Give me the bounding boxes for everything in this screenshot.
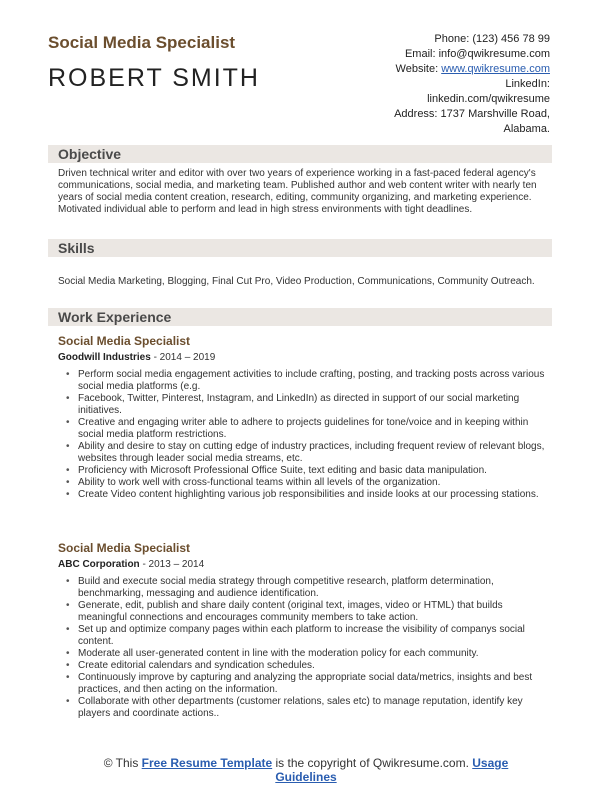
- job-2-company: ABC Corporation: [58, 559, 140, 570]
- resume-header: [0, 0, 612, 140]
- resume-person-name: ROBERT SMITH: [48, 64, 260, 92]
- contact-linkedin-url: linkedin.com/qwikresume: [427, 93, 550, 105]
- job-2-bullets: [58, 576, 552, 720]
- list-item: • Generate, edit, publish and share daily content (original text, images, video or HTML) that builds meaningful connections and encourages community members to take action.: [78, 600, 552, 624]
- resume-job-title: Social Media Specialist: [48, 33, 236, 52]
- job-1-company-line: [58, 352, 215, 363]
- list-item: • Continuously improve by capturing and analyzing the appropriate social data/metrics, insights and best practices, and then acting on the information.: [78, 672, 552, 696]
- free-resume-template-link[interactable]: Free Resume Template: [141, 756, 273, 770]
- contact-website-label: Website:: [395, 63, 442, 75]
- contact-website: [320, 62, 550, 77]
- website-link[interactable]: www.qwikresume.com: [441, 63, 550, 75]
- list-item: • Moderate all user-generated content in line with the moderation policy for each community.: [78, 648, 552, 660]
- job-2-title: Social Media Specialist: [58, 541, 191, 555]
- list-item: • Ability and desire to stay on cutting edge of industry practices, including frequent review of relevant blogs, websites through leader social media streams, etc.: [78, 441, 552, 465]
- list-item: • Proficiency with Microsoft Professional Office Suite, text editing and basic data manipulation.: [78, 465, 552, 477]
- list-item: • Collaborate with other departments (customer relations, sales etc) to manage reputation, identify key players and coordinate actions..: [78, 696, 552, 720]
- list-item: • Ability to work well with cross-functional teams within all levels of the organization.: [78, 477, 552, 489]
- skills-heading: Skills: [48, 239, 552, 257]
- list-item: • Facebook, Twitter, Pinterest, Instagram, and LinkedIn) as directed in support of our social marketing initiatives.: [78, 393, 552, 417]
- contact-block: [320, 32, 550, 137]
- job-1-title: Social Media Specialist: [58, 334, 191, 348]
- contact-address-line2: Alabama.: [503, 123, 550, 135]
- contact-linkedin-label: LinkedIn:: [505, 78, 550, 90]
- job-1-company: Goodwill Industries: [58, 352, 151, 363]
- objective-text: Driven technical writer and editor with over two years of experience working in a fast-paced federal agency's communications, social media, and marketing team. Published author and web content writer with nearly ten years of social media content creation, research, editing, community organizing, and marketing experience. Motivated individual able to perform and lead in high stress environments with tight deadlines.: [58, 168, 537, 215]
- objective-heading: Objective: [48, 145, 552, 163]
- list-item: • Create editorial calendars and syndication schedules.: [78, 660, 552, 672]
- job-2-dates: - 2013 – 2014: [139, 559, 205, 570]
- job-2-company-line: [58, 559, 204, 570]
- list-item: • Set up and optimize company pages within each platform to increase the visibility of companys social content.: [78, 624, 552, 648]
- usage-guidelines-link-line1[interactable]: Usage: [472, 756, 509, 770]
- contact-phone: Phone: (123) 456 78 99: [434, 33, 550, 45]
- list-item: • Build and execute social media strategy through competitive research, platform determination, benchmarking, messaging and audience identification.: [78, 576, 552, 600]
- job-1-bullets: [58, 369, 552, 501]
- skills-text: Social Media Marketing, Blogging, Final Cut Pro, Video Production, Communications, Community Outreach.: [58, 276, 535, 287]
- list-item: • Create Video content highlighting various job responsibilities and inside looks at our processing stations.: [78, 489, 552, 501]
- contact-address-line1: Address: 1737 Marshville Road,: [394, 108, 550, 120]
- work-experience-heading: Work Experience: [48, 308, 552, 326]
- footer-middle: is the copyright of Qwikresume.com.: [272, 756, 473, 770]
- job-1-dates: - 2014 – 2019: [150, 352, 216, 363]
- list-item: • Creative and engaging writer able to adhere to projects guidelines for tone/voice and in keeping within social media platform restrictions.: [78, 417, 552, 441]
- contact-email: Email: info@qwikresume.com: [404, 48, 550, 60]
- footer-prefix: © This: [103, 756, 142, 770]
- copyright-footer: [0, 756, 612, 784]
- usage-guidelines-link-line2[interactable]: Guidelines: [275, 770, 337, 784]
- list-item: • Perform social media engagement activities to include crafting, posting, and tracking posts across various social media platforms (e.g.: [78, 369, 552, 393]
